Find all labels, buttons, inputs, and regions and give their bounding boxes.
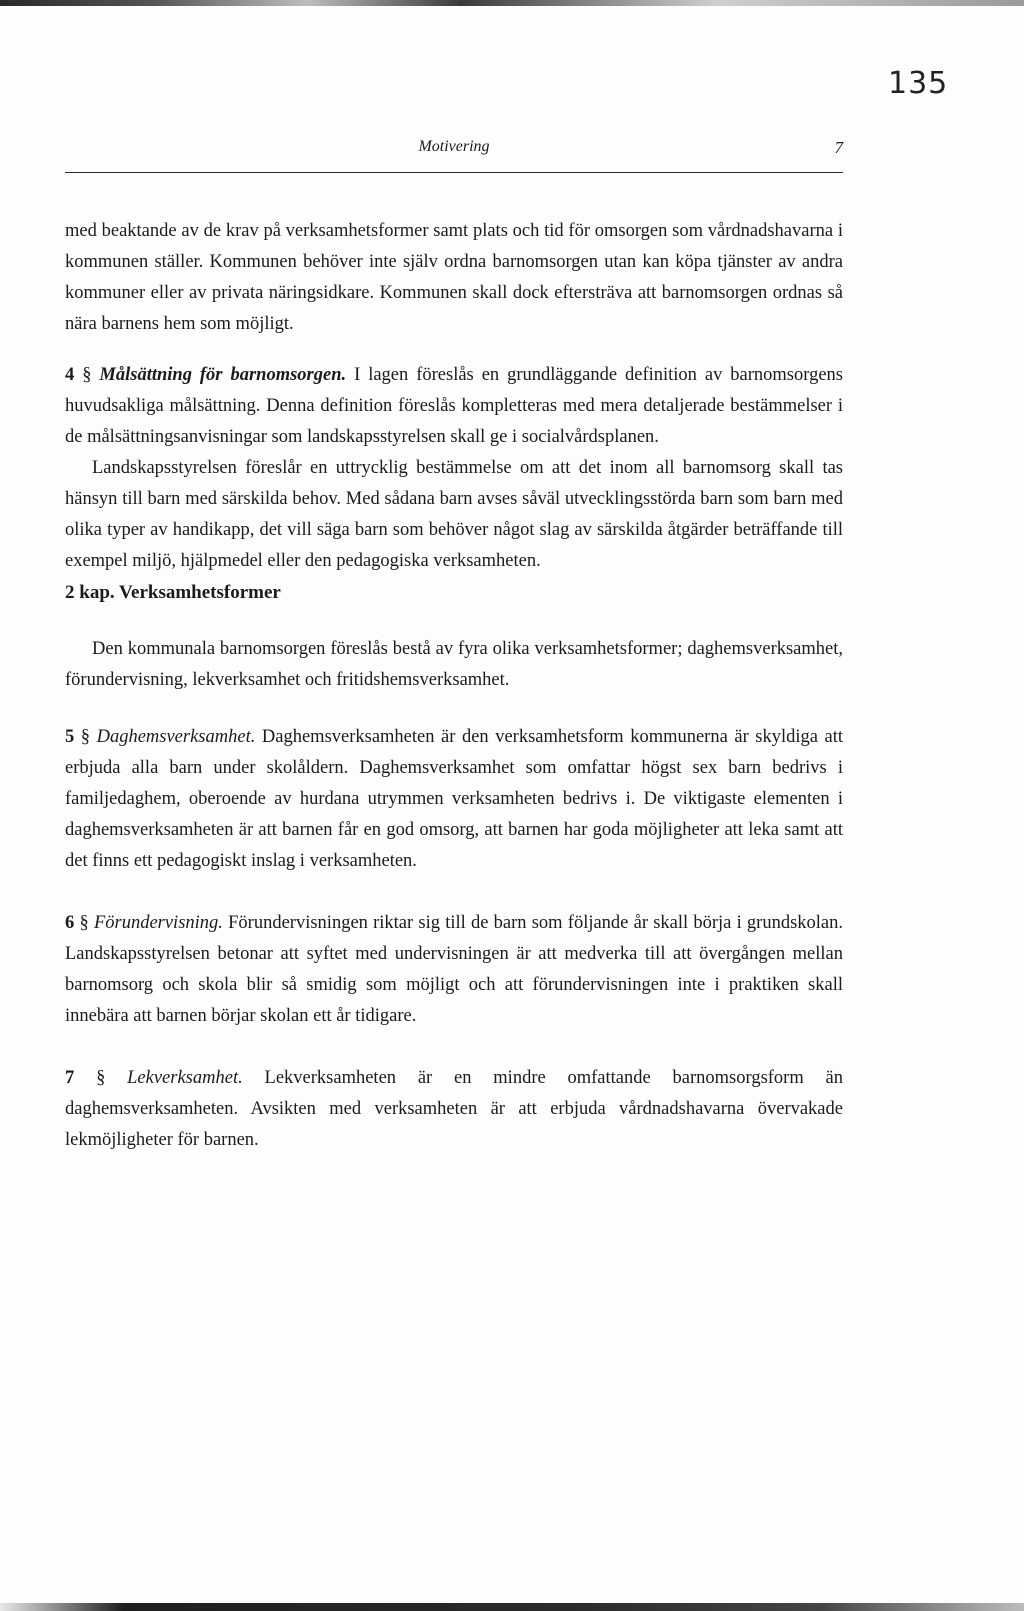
- section-text: I lagen föreslås en grundläggande definition av barnomsorgens huvudsakliga målsättning. Denna definition föreslås kompletteras med mera detaljerade bestämmelser i de målsättningsanvisningar som landskapsstyrelsen skall ge i socialvårdsplanen.: [65, 365, 843, 447]
- section-number: 5: [65, 727, 75, 747]
- scan-edge-bottom: [0, 1603, 1024, 1611]
- section-number: 7: [65, 1068, 75, 1088]
- archive-stamp-number: 135: [888, 66, 949, 101]
- document-body: [65, 216, 843, 1156]
- section-title: Målsättning för barnomsorgen.: [99, 365, 347, 385]
- section-title: Daghemsverksamhet.: [96, 727, 256, 747]
- section-text: Daghemsverksamheten är den verksamhetsform kommunerna är skyldiga att erbjuda alla barn under skolåldern. Daghemsverksamhet som omfattar högst sex barn bedrivs i familjedaghem, oberoende av hurdana utrymmen verksamheten bedrivs i. De viktigaste elementen i daghemsverksamheten är att barnen får en god omsorg, att barnen har goda möjligheter att leka samt att det finns ett pedagogiskt inslag i verksamheten.: [65, 727, 843, 871]
- section-7: [65, 1063, 843, 1156]
- section-5: [65, 722, 843, 877]
- scan-edge-top: [0, 0, 1024, 6]
- paragraph-special-needs: Landskapsstyrelsen föreslår en uttrycklig bestämmelse om att det inom all barnomsorg skall tas hänsyn till barn med särskilda behov. Med sådana barn avses såväl utvecklingsstörda barn som barn med olika typer av handikapp, det vill säga barn som behöver något slag av särskilda åtgärder beträffande till exempel miljö, hjälpmedel eller den pedagogiska verksamheten.: [65, 458, 843, 571]
- section-4: [65, 360, 843, 453]
- header-rule: [65, 172, 843, 173]
- paragraph-activity-forms: Den kommunala barnomsorgen föreslås bestå av fyra olika verksamhetsformer; daghemsverksamhet, förundervisning, lekverksamhet och fritidshemsverksamhet.: [65, 639, 843, 690]
- section-text: Lekverksamheten är en mindre omfattande barnomsorgsform än daghemsverksamheten. Avsikten med verksamheten är att erbjuda vårdnadshavarna övervakade lekmöjligheter för barnen.: [65, 1068, 844, 1150]
- section-sign: §: [82, 365, 92, 385]
- paragraph-intro-continuation: med beaktande av de krav på verksamhetsformer samt plats och tid för omsorgen som vårdnadshavarna i kommunen ställer. Kommunen behöver inte själv ordna barnomsorgen utan kan köpa tjänster av andra kommuner eller av privata näringsidkare. Kommunen skall dock eftersträva att barnomsorgen ordnas så nära barnens hem som möjligt.: [65, 221, 843, 334]
- section-sign: §: [79, 913, 89, 933]
- running-header: [65, 138, 843, 164]
- section-text: Förundervisningen riktar sig till de barn som följande år skall börja i grundskolan. Landskapsstyrelsen betonar att syftet med undervisningen är att medverka till att övergången mellan barnomsorg och skola blir så smidig som möjligt och att förundervisningen inte i praktiken skall innebära att barnen börjar skolan ett år tidigare.: [65, 913, 844, 1026]
- section-6: [65, 908, 843, 1032]
- section-sign: §: [80, 727, 91, 747]
- section-sign: §: [96, 1068, 106, 1088]
- running-title: Motivering: [418, 138, 490, 155]
- page-number: 7: [834, 138, 843, 157]
- section-number: 6: [65, 913, 75, 933]
- chapter-heading: 2 kap. Verksamhetsformer: [65, 582, 281, 603]
- section-title: Lekverksamhet.: [127, 1068, 243, 1088]
- section-number: 4: [65, 365, 75, 385]
- section-title: Förundervisning.: [93, 913, 223, 933]
